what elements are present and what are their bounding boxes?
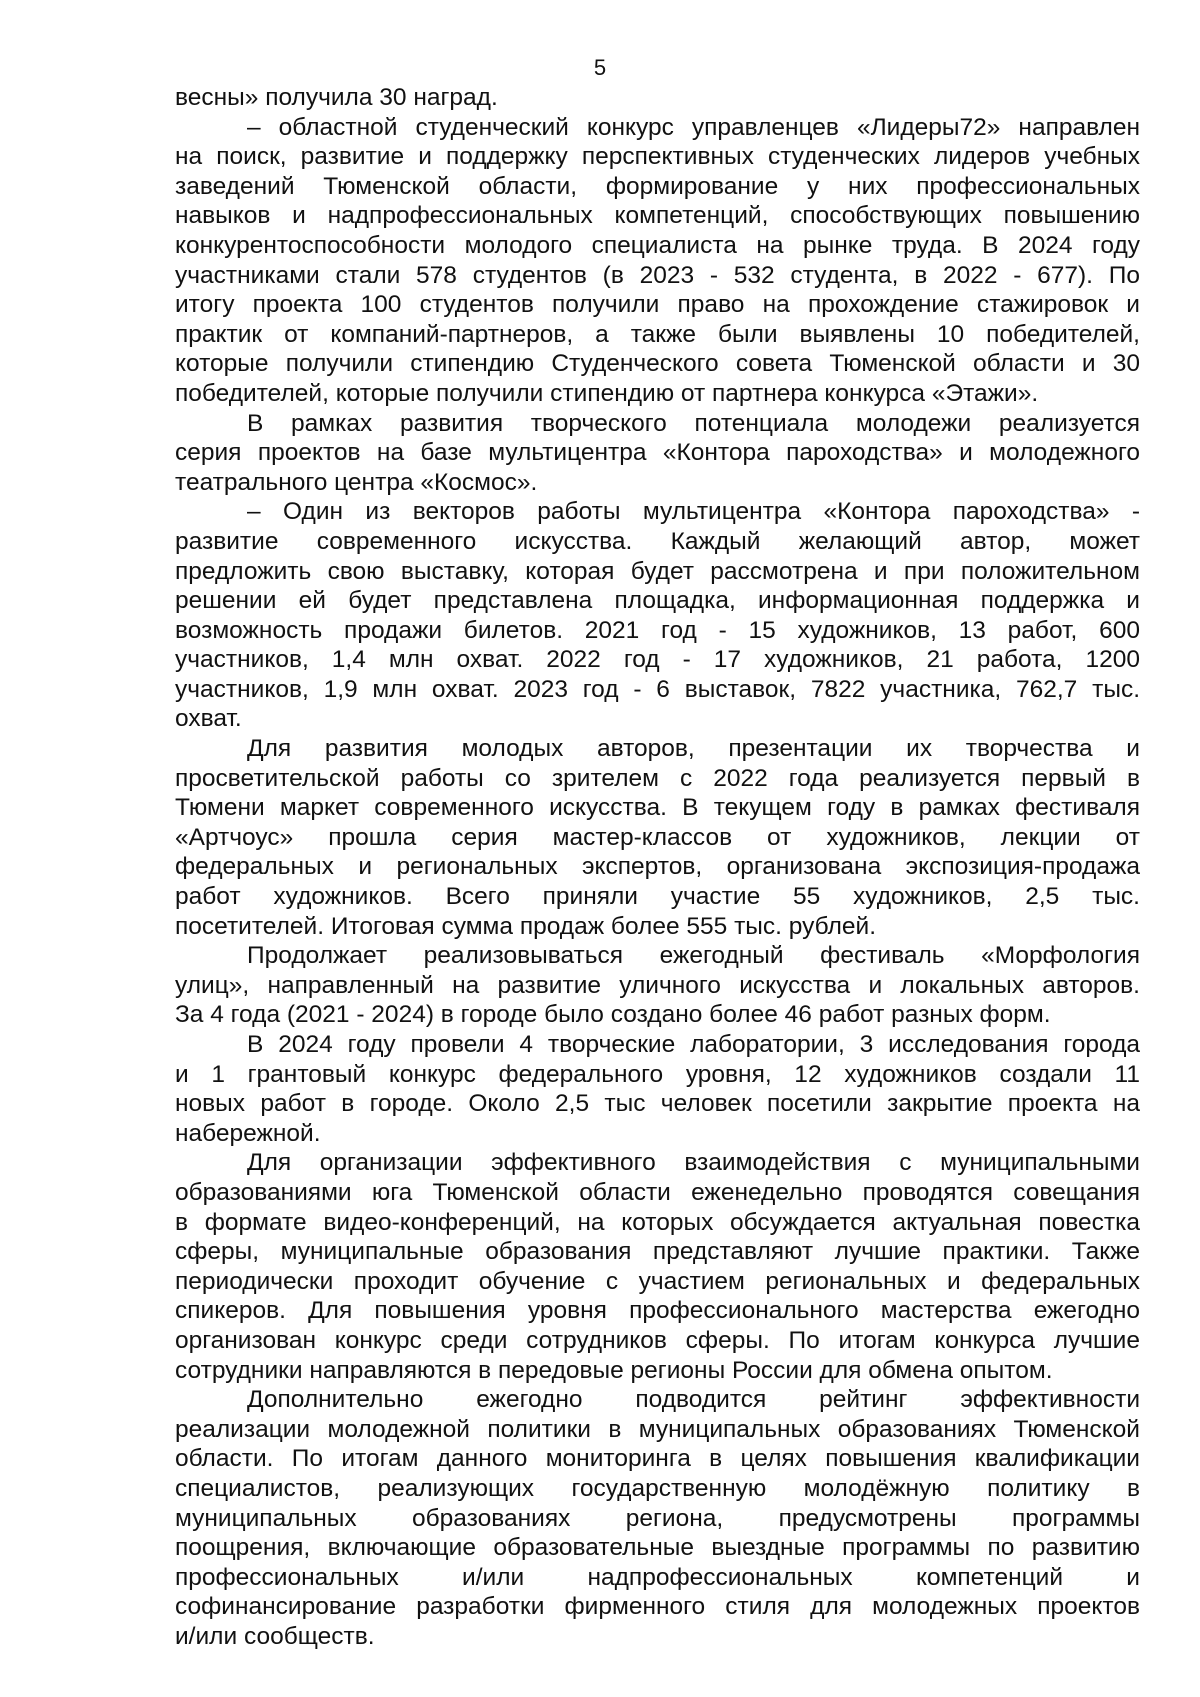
text-line: посетителей. Итоговая сумма продаж более 555 тыс. рублей.: [175, 912, 877, 940]
text-line: За 4 года (2021 - 2024) в городе было создано более 46 работ разных форм.: [175, 1001, 1051, 1029]
text-line: театрального центра «Космос».: [175, 468, 538, 496]
text-line: реализации молодежной политики в муниципальных образованиях Тюменской: [175, 1415, 1140, 1443]
text-line: периодически проходит обучение с участием региональных и федеральных: [175, 1267, 1140, 1295]
text-line: практик от компаний-партнеров, а также были выявлены 10 победителей,: [175, 320, 1140, 348]
text-line: заведений Тюменской области, формирование у них профессиональных: [175, 172, 1140, 200]
paragraph-first-line: – областной студенческий конкурс управленцев «Лидеры72» направлен: [247, 113, 1140, 141]
text-line: образованиями юга Тюменской области еженедельно проводятся совещания: [175, 1178, 1140, 1206]
paragraph-first-line: В 2024 году провели 4 творческие лаборатории, 3 исследования города: [247, 1031, 1140, 1058]
paragraph-first-line: В рамках развития творческого потенциала молодежи реализуется: [247, 409, 1140, 437]
paragraph-first-line: Для развития молодых авторов, презентации их творчества и: [247, 735, 1140, 763]
text-line: в формате видео-конференций, на которых обсуждается актуальная повестка: [175, 1208, 1140, 1236]
paragraph-first-line: Для организации эффективного взаимодействия с муниципальными: [247, 1149, 1140, 1177]
text-line: софинансирование разработки фирменного стиля для молодежных проектов: [175, 1593, 1140, 1621]
text-line: участниками стали 578 студентов (в 2023 - 532 студента, в 2022 - 677). По: [175, 261, 1140, 289]
text-line: спикеров. Для повышения уровня профессионального мастерства ежегодно: [175, 1297, 1140, 1325]
paragraph-first-line: Дополнительно ежегодно подводится рейтинг эффективности: [247, 1386, 1140, 1414]
text-line: навыков и надпрофессиональных компетенций, способствующих повышению: [175, 202, 1140, 230]
text-line: поощрения, включающие образовательные выездные программы по развитию: [175, 1534, 1140, 1562]
paragraph-first-line: – Один из векторов работы мультицентра «Контора пароходства» -: [247, 498, 1140, 526]
text-line: федеральных и региональных экспертов, организована экспозиция-продажа: [175, 853, 1140, 881]
text-line: новых работ в городе. Около 2,5 тыс человек посетили закрытие проекта на: [175, 1090, 1140, 1118]
text-line: участников, 1,4 млн охват. 2022 год - 17 художников, 21 работа, 1200: [175, 646, 1140, 674]
text-line: муниципальных образованиях региона, предусмотрены программы: [175, 1504, 1140, 1532]
text-line: организован конкурс среди сотрудников сферы. По итогам конкурса лучшие: [175, 1326, 1140, 1354]
text-line: решении ей будет представлена площадка, информационная поддержка и: [175, 587, 1140, 615]
document-body: [175, 83, 1140, 1651]
text-line: конкурентоспособности молодого специалиста на рынке труда. В 2024 году: [175, 231, 1140, 259]
text-line: серия проектов на базе мультицентра «Контора пароходства» и молодежного: [175, 439, 1140, 467]
text-line: и 1 грантовый конкурс федерального уровня, 12 художников создали 11: [175, 1060, 1140, 1088]
text-line: «Артчоус» прошла серия мастер-классов от художников, лекции от: [175, 823, 1140, 851]
text-line: предложить свою выставку, которая будет рассмотрена и при положительном: [175, 557, 1140, 585]
paragraph-first-line: Продолжает реализовываться ежегодный фестиваль «Морфология: [247, 942, 1140, 970]
text-line: улиц», направленный на развитие уличного искусства и локальных авторов.: [175, 971, 1140, 999]
text-line: просветительской работы со зрителем с 2022 года реализуется первый в: [175, 764, 1140, 792]
text-line: весны» получила 30 наград.: [175, 84, 498, 111]
page-number: 5: [593, 55, 607, 80]
text-line: развитие современного искусства. Каждый желающий автор, может: [175, 527, 1140, 555]
text-line: которые получили стипендию Студенческого совета Тюменской области и 30: [175, 350, 1140, 378]
text-line: итогу проекта 100 студентов получили право на прохождение стажировок и: [175, 291, 1140, 319]
text-line: охват.: [175, 705, 242, 733]
text-line: работ художников. Всего приняли участие 55 художников, 2,5 тыс.: [175, 883, 1140, 911]
text-line: и/или сообществ.: [175, 1622, 375, 1650]
text-line: победителей, которые получили стипендию от партнера конкурса «Этажи».: [175, 379, 1039, 407]
text-line: участников, 1,9 млн охват. 2023 год - 6 выставок, 7822 участника, 762,7 тыс.: [175, 675, 1140, 703]
text-line: специалистов, реализующих государственную молодёжную политику в: [175, 1474, 1140, 1502]
text-line: возможность продажи билетов. 2021 год - 15 художников, 13 работ, 600: [175, 616, 1140, 644]
text-line: сферы, муниципальные образования представляют лучшие практики. Также: [175, 1238, 1140, 1266]
text-line: области. По итогам данного мониторинга в целях повышения квалификации: [175, 1445, 1140, 1473]
text-line: сотрудники направляются в передовые регионы России для обмена опытом.: [175, 1356, 1053, 1384]
text-line: профессиональных и/или надпрофессиональных компетенций и: [175, 1563, 1140, 1591]
text-line: набережной.: [175, 1119, 321, 1147]
text-line: на поиск, развитие и поддержку перспективных студенческих лидеров учебных: [175, 143, 1140, 171]
text-line: Тюмени маркет современного искусства. В текущем году в рамках фестиваля: [175, 794, 1140, 822]
